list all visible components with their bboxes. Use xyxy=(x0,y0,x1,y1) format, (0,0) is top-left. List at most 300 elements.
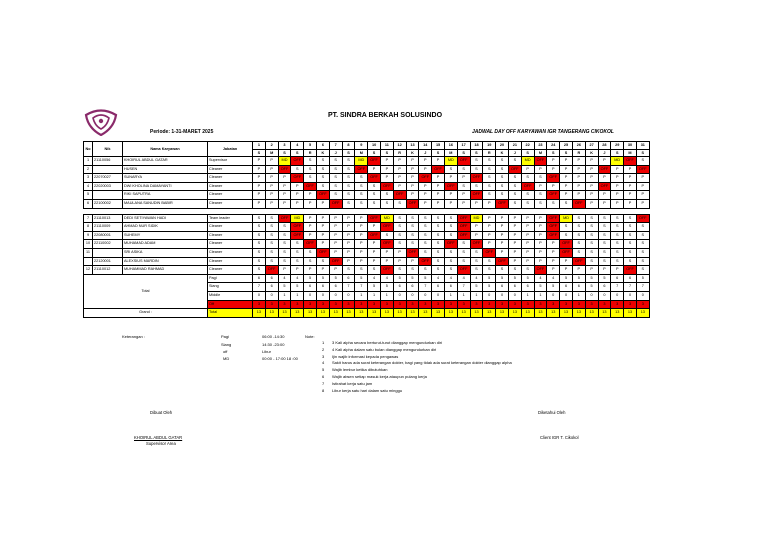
shift-cell: S xyxy=(496,174,509,183)
shift-cell: P xyxy=(304,223,317,232)
shift-cell: OFF xyxy=(419,257,432,266)
col-header-name: Nama Karyawan xyxy=(123,142,208,157)
total-cell: 1 xyxy=(380,291,393,300)
shift-cell: P xyxy=(432,191,445,200)
note-item xyxy=(322,381,512,388)
shift-cell: S xyxy=(406,266,419,275)
shift-cell: S xyxy=(444,231,457,240)
shift-cell: P xyxy=(496,248,509,257)
day-number: 23 xyxy=(534,142,547,150)
note-number: 8 xyxy=(322,387,325,393)
employee-nik: 22100002 xyxy=(93,199,123,208)
shift-cell: P xyxy=(624,174,637,183)
total-cell: 13 xyxy=(470,309,483,318)
weekday-initial: S xyxy=(253,149,266,157)
shift-cell: P xyxy=(278,174,291,183)
total-cell: 1 xyxy=(278,291,291,300)
shift-cell: S xyxy=(278,257,291,266)
note-text: Wajib lembur ketika dibutuhkan xyxy=(332,367,388,373)
shift-cell: S xyxy=(329,191,342,200)
shift-cell: OFF xyxy=(547,191,560,200)
employee-nik xyxy=(93,165,123,174)
shift-cell: S xyxy=(585,248,598,257)
shift-cell: OFF xyxy=(457,223,470,232)
total-cell: 0 xyxy=(496,291,509,300)
notes-list xyxy=(322,340,512,394)
note-text: Wajib absen setiap masuk kerja ataupun pulang kerja xyxy=(332,373,427,379)
total-cell: 4 xyxy=(470,274,483,283)
shift-cell: P xyxy=(534,240,547,249)
total-cell: 13 xyxy=(598,309,611,318)
total-cell: 5 xyxy=(483,283,496,292)
total-cell: 3 xyxy=(432,300,445,309)
total-cell: 5 xyxy=(534,283,547,292)
day-number: 10 xyxy=(368,142,381,150)
shift-cell: P xyxy=(316,214,329,223)
shift-cell: S xyxy=(355,174,368,183)
shift-cell: P xyxy=(470,223,483,232)
employee-no: 7 xyxy=(84,214,93,223)
shift-cell: S xyxy=(419,240,432,249)
maker-title: Supervisor Area xyxy=(146,441,176,446)
shift-cell: OFF xyxy=(547,214,560,223)
total-cell: 3 xyxy=(253,300,266,309)
shift-cell: P xyxy=(329,248,342,257)
total-cell: 4 xyxy=(432,274,445,283)
shift-cell: S xyxy=(521,199,534,208)
shift-cell: MD xyxy=(560,214,573,223)
shift-cell: OFF xyxy=(304,240,317,249)
total-cell: 13 xyxy=(432,309,445,318)
shift-cell: S xyxy=(432,257,445,266)
shift-cell: S xyxy=(585,240,598,249)
shift-cell: S xyxy=(393,199,406,208)
shift-cell: P xyxy=(611,182,624,191)
totals-label: Total xyxy=(84,274,208,308)
total-cell: 5 xyxy=(304,274,317,283)
shift-cell: OFF xyxy=(572,199,585,208)
total-cell: 0 xyxy=(636,291,649,300)
shift-cell: P xyxy=(572,266,585,275)
total-cell: 13 xyxy=(419,309,432,318)
shift-cell: S xyxy=(636,231,649,240)
shift-cell: OFF xyxy=(598,165,611,174)
employee-position: Cleaner xyxy=(208,165,253,174)
shift-cell: S xyxy=(432,266,445,275)
total-cell: 13 xyxy=(406,309,419,318)
shift-cell: P xyxy=(406,257,419,266)
legend-pagi-time: 06:00 -14:30 xyxy=(262,334,285,339)
total-cell: 3 xyxy=(304,300,317,309)
weekday-initial: S xyxy=(470,149,483,157)
total-cell: 5 xyxy=(547,283,560,292)
note-item xyxy=(322,340,512,347)
shift-cell: S xyxy=(508,199,521,208)
shift-cell: P xyxy=(534,182,547,191)
shift-cell: P xyxy=(547,266,560,275)
employee-no: 12 xyxy=(84,266,93,275)
total-cell: 13 xyxy=(611,309,624,318)
totals-row-label: Siang xyxy=(208,283,253,292)
total-cell: 6 xyxy=(560,283,573,292)
shift-cell: P xyxy=(253,174,266,183)
day-number: 17 xyxy=(457,142,470,150)
employee-no: 10 xyxy=(84,240,93,249)
shift-cell: P xyxy=(291,266,304,275)
shift-cell: P xyxy=(636,174,649,183)
shift-cell: S xyxy=(560,199,573,208)
total-cell: 3 xyxy=(457,300,470,309)
note-item xyxy=(322,360,512,367)
shift-cell: S xyxy=(444,223,457,232)
shift-cell: P xyxy=(457,174,470,183)
approver-name: Client IGR T. Cikokol xyxy=(540,435,579,440)
period-label: Periode: 1-31-MARET 2025 xyxy=(150,129,214,135)
shift-cell: P xyxy=(547,257,560,266)
shift-cell: S xyxy=(508,157,521,166)
employee-position: Cleaner xyxy=(208,240,253,249)
shift-cell: S xyxy=(547,199,560,208)
shift-cell: S xyxy=(598,223,611,232)
shift-cell: S xyxy=(636,157,649,166)
shift-cell: S xyxy=(393,223,406,232)
total-cell: 3 xyxy=(380,300,393,309)
shift-cell: P xyxy=(368,165,381,174)
shift-cell: OFF xyxy=(380,223,393,232)
total-cell: 3 xyxy=(547,300,560,309)
weekday-initial: R xyxy=(304,149,317,157)
shift-cell: S xyxy=(432,214,445,223)
shift-cell: S xyxy=(470,257,483,266)
employee-row xyxy=(84,257,650,266)
total-cell: 13 xyxy=(572,309,585,318)
shift-cell: S xyxy=(470,182,483,191)
total-cell: 7 xyxy=(253,283,266,292)
shift-cell: OFF xyxy=(624,157,637,166)
shift-cell: S xyxy=(444,165,457,174)
total-cell: 6 xyxy=(598,283,611,292)
shift-cell: S xyxy=(329,182,342,191)
employee-row xyxy=(84,182,650,191)
total-cell: 1 xyxy=(355,291,368,300)
shift-cell: P xyxy=(534,223,547,232)
shift-cell: S xyxy=(419,266,432,275)
shift-cell: P xyxy=(265,165,278,174)
shift-cell: OFF xyxy=(380,240,393,249)
shift-cell: S xyxy=(342,165,355,174)
shift-cell: P xyxy=(380,174,393,183)
total-cell: 0 xyxy=(598,291,611,300)
weekday-initial: J xyxy=(329,149,342,157)
shift-cell: P xyxy=(457,199,470,208)
total-cell: 0 xyxy=(547,291,560,300)
total-cell: 5 xyxy=(508,274,521,283)
total-cell: 1 xyxy=(470,291,483,300)
day-number: 29 xyxy=(611,142,624,150)
total-cell: 13 xyxy=(304,309,317,318)
shift-cell: P xyxy=(316,266,329,275)
shift-cell: S xyxy=(483,165,496,174)
shift-cell: P xyxy=(496,223,509,232)
shift-cell: S xyxy=(470,266,483,275)
total-cell: 6 xyxy=(316,283,329,292)
shift-cell: P xyxy=(534,214,547,223)
shift-cell: P xyxy=(496,231,509,240)
approved-by-label: Diketahui Oleh xyxy=(538,410,566,415)
shift-cell: P xyxy=(406,157,419,166)
total-cell: 1 xyxy=(457,291,470,300)
shift-cell: P xyxy=(265,174,278,183)
totals-row xyxy=(84,309,650,318)
shift-cell: P xyxy=(598,199,611,208)
shift-cell: OFF xyxy=(380,182,393,191)
shift-cell: S xyxy=(598,248,611,257)
shift-cell: P xyxy=(611,174,624,183)
shift-cell: P xyxy=(585,199,598,208)
shift-cell: S xyxy=(432,248,445,257)
employee-no: 2 xyxy=(84,165,93,174)
total-cell: 3 xyxy=(355,300,368,309)
shift-cell: P xyxy=(508,223,521,232)
total-cell: 0 xyxy=(265,291,278,300)
legend-siang-time: 14:30 -23:00 xyxy=(262,342,285,347)
note-number: 7 xyxy=(322,380,325,386)
shift-cell: S xyxy=(329,157,342,166)
shift-cell: P xyxy=(560,174,573,183)
day-number: 5 xyxy=(304,142,317,150)
employee-name: RIKI SAPUTRA xyxy=(123,191,208,200)
total-cell: 3 xyxy=(560,300,573,309)
shift-cell: P xyxy=(419,182,432,191)
shift-cell: P xyxy=(560,157,573,166)
shift-cell: OFF xyxy=(304,182,317,191)
shift-cell: S xyxy=(611,223,624,232)
shift-cell: P xyxy=(521,248,534,257)
shift-cell: P xyxy=(483,214,496,223)
shift-cell: P xyxy=(253,165,266,174)
shift-cell: P xyxy=(624,182,637,191)
shift-cell: P xyxy=(611,266,624,275)
shift-cell: P xyxy=(521,257,534,266)
employee-nik xyxy=(93,191,123,200)
day-number: 20 xyxy=(496,142,509,150)
shift-cell: S xyxy=(304,257,317,266)
note-text: Sakit harus ada surat keterangan dokter, bagi yang tidak ada surat keterangan dokter dianggap alpha xyxy=(332,360,512,366)
shift-cell: P xyxy=(611,191,624,200)
shift-cell: S xyxy=(611,214,624,223)
total-cell: 5 xyxy=(278,283,291,292)
total-cell: 7 xyxy=(355,283,368,292)
shift-cell: S xyxy=(355,191,368,200)
shift-cell: P xyxy=(419,191,432,200)
shift-cell: MD xyxy=(278,157,291,166)
weekday-initial: M xyxy=(624,149,637,157)
shift-cell: P xyxy=(521,240,534,249)
weekday-initial: J xyxy=(508,149,521,157)
shift-cell: OFF xyxy=(534,157,547,166)
shift-cell: P xyxy=(278,199,291,208)
shift-cell: S xyxy=(611,257,624,266)
shift-cell: P xyxy=(329,266,342,275)
total-cell: 7 xyxy=(611,283,624,292)
schedule-title: JADWAL DAY OFF KARYAWAN IGR TANGERANG CIKOKOL xyxy=(472,129,614,135)
total-cell: 0 xyxy=(508,291,521,300)
shift-cell: P xyxy=(547,157,560,166)
shift-cell: S xyxy=(304,165,317,174)
shift-cell: P xyxy=(547,240,560,249)
employee-name: ALEXSIUS MARDIN xyxy=(123,257,208,266)
shift-cell: S xyxy=(508,266,521,275)
total-cell: 5 xyxy=(419,274,432,283)
day-number: 2 xyxy=(265,142,278,150)
shift-cell: P xyxy=(636,191,649,200)
total-cell: 5 xyxy=(368,283,381,292)
shift-cell: S xyxy=(496,266,509,275)
shift-cell: S xyxy=(572,240,585,249)
shift-cell: P xyxy=(547,248,560,257)
shift-cell: S xyxy=(432,231,445,240)
employee-nik: 21110009 xyxy=(93,223,123,232)
shift-cell: S xyxy=(291,165,304,174)
shift-cell: S xyxy=(508,191,521,200)
shift-cell: P xyxy=(560,165,573,174)
legend-md-time: 00:00 - 17:00 18 :00 xyxy=(262,356,298,361)
totals-row-label: Off xyxy=(208,300,253,309)
total-cell: 13 xyxy=(521,309,534,318)
total-cell: 3 xyxy=(329,300,342,309)
legend-off-swatch: off xyxy=(223,349,228,354)
shift-cell: S xyxy=(253,248,266,257)
grand-total-label: Grand : xyxy=(84,309,208,318)
shift-cell: S xyxy=(624,214,637,223)
legend-note-title: Note: xyxy=(305,334,315,339)
shift-cell: S xyxy=(444,266,457,275)
weekday-initial: S xyxy=(521,149,534,157)
shift-cell: OFF xyxy=(329,199,342,208)
weekday-initial: R xyxy=(393,149,406,157)
shift-cell: P xyxy=(572,174,585,183)
weekday-initial: S xyxy=(432,149,445,157)
day-number: 14 xyxy=(419,142,432,150)
shift-cell: P xyxy=(432,174,445,183)
shift-cell: OFF xyxy=(368,157,381,166)
weekday-initial: S xyxy=(291,149,304,157)
total-cell: 13 xyxy=(444,309,457,318)
shift-cell: P xyxy=(265,182,278,191)
day-number: 31 xyxy=(636,142,649,150)
total-cell: 5 xyxy=(572,274,585,283)
total-cell: 13 xyxy=(585,309,598,318)
day-number: 11 xyxy=(380,142,393,150)
shift-cell: P xyxy=(560,182,573,191)
shift-cell: S xyxy=(611,240,624,249)
shift-cell: P xyxy=(534,257,547,266)
schedule-table xyxy=(83,141,650,318)
shift-cell: P xyxy=(291,191,304,200)
shift-cell: P xyxy=(304,199,317,208)
shift-cell: S xyxy=(636,223,649,232)
total-cell: 13 xyxy=(329,309,342,318)
shift-cell: P xyxy=(406,174,419,183)
weekday-initial: M xyxy=(534,149,547,157)
total-cell: 6 xyxy=(624,274,637,283)
shift-cell: OFF xyxy=(278,214,291,223)
total-cell: 13 xyxy=(355,309,368,318)
shift-cell: OFF xyxy=(457,214,470,223)
shift-cell: P xyxy=(342,257,355,266)
weekday-initial: J xyxy=(419,149,432,157)
shift-cell: S xyxy=(483,157,496,166)
shift-cell: S xyxy=(342,157,355,166)
shift-cell: P xyxy=(611,165,624,174)
day-number: 12 xyxy=(393,142,406,150)
shift-cell: S xyxy=(316,157,329,166)
shift-cell: P xyxy=(316,223,329,232)
employee-no: 4 xyxy=(84,182,93,191)
shift-cell: P xyxy=(444,191,457,200)
note-number: 2 xyxy=(322,346,325,352)
total-cell: 5 xyxy=(291,283,304,292)
shift-cell: S xyxy=(483,266,496,275)
shift-cell: P xyxy=(393,165,406,174)
shift-cell: OFF xyxy=(547,231,560,240)
shift-cell: P xyxy=(521,165,534,174)
shift-cell: P xyxy=(572,191,585,200)
made-by-label: Dibuat Oleh xyxy=(150,410,173,415)
shift-cell: S xyxy=(253,240,266,249)
shift-cell: P xyxy=(342,231,355,240)
employee-row xyxy=(84,165,650,174)
shift-cell: P xyxy=(265,199,278,208)
shift-cell: S xyxy=(432,240,445,249)
total-cell: 0 xyxy=(624,291,637,300)
employee-row xyxy=(84,266,650,275)
shift-cell: S xyxy=(521,191,534,200)
employee-nik: 21110056 xyxy=(93,157,123,166)
total-cell: 1 xyxy=(572,291,585,300)
shift-cell: S xyxy=(316,257,329,266)
total-cell: 3 xyxy=(419,300,432,309)
shift-cell: S xyxy=(342,266,355,275)
shift-cell: S xyxy=(265,240,278,249)
employee-row xyxy=(84,223,650,232)
shift-cell: OFF xyxy=(547,174,560,183)
employee-position: Cleaner xyxy=(208,266,253,275)
shift-cell: S xyxy=(265,257,278,266)
shift-cell: P xyxy=(611,199,624,208)
shift-cell: S xyxy=(598,231,611,240)
shift-cell: OFF xyxy=(457,231,470,240)
total-cell: 5 xyxy=(470,283,483,292)
total-cell: 13 xyxy=(560,309,573,318)
legend-title: Keterangan : xyxy=(122,334,145,339)
total-cell: 13 xyxy=(457,309,470,318)
total-cell: 6 xyxy=(265,274,278,283)
note-number: 3 xyxy=(322,353,325,359)
totals-row-label: Total xyxy=(208,309,253,318)
shift-cell: OFF xyxy=(457,266,470,275)
maker-name: KHOIRUL ABDUL GATAR xyxy=(134,435,183,440)
weekday-initial: S xyxy=(636,149,649,157)
employee-position: Cleaner xyxy=(208,174,253,183)
shift-cell: P xyxy=(508,240,521,249)
day-number: 19 xyxy=(483,142,496,150)
shift-cell: P xyxy=(316,240,329,249)
shift-cell: OFF xyxy=(393,191,406,200)
shift-cell: OFF xyxy=(368,214,381,223)
employee-position: Cleaner xyxy=(208,191,253,200)
total-cell: 6 xyxy=(496,283,509,292)
